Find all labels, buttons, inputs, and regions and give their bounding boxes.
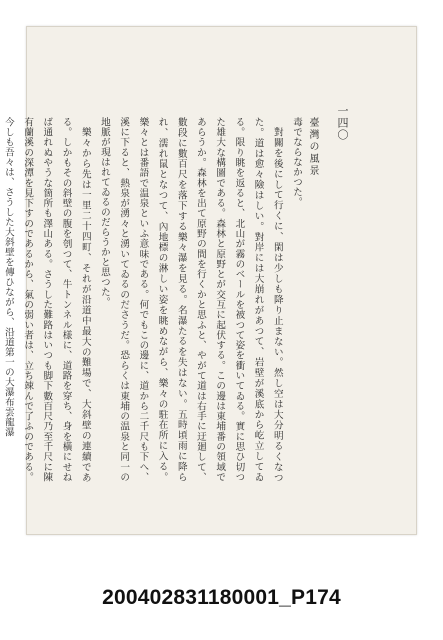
- book-page: [2, 26, 417, 535]
- paragraph: 對關を後にして行くに、閑は少しも降り止まない。然し空は大分明るくなつた。道は愈々險はしい。對岸には大崩れがあつて、岩壁が溪底から屹立してゐる。限り眺を返ると、北山が霧のベールを被つて姿を衝いてゐる。實に思ひ切つた雄大な構圖である。森林と原野とが交互に起伏する。この邊は東埔番の領域であらうか。森林を出て原野の間を行くかと思ふと、やがて道は右手に迂廻して、數段に數百尺を落下する樂々瀑を見る。名瀑たるを失はない。五時頃雨に降られ、濡れ鼠となつて、內地標の淋しい姿を眺めながら、樂々の駐在所に入る。樂々とは番語で温泉といふ意味である。何でもこの邊に、道から二千尺も下へ、溪に下ると、熱泉が湧々と湧いてゐるのださうだ。恐らくは東埔の温泉と同一の地脈が現はれてゐるのだらうかと思つた。: [98, 117, 283, 482]
- running-head: 臺灣の風景: [307, 117, 318, 177]
- image-id-caption: 200402831180001_P174: [102, 586, 341, 609]
- paragraph: 樂々から先は一里二十四町、それが沿道中最大の難場で、大斜壁の連續である。しかもその斜壁の腹を刳つて、牛トンネル様に、道路を穿ち、身を橫にせねば通れぬやうな箇所も澤山ある。さうした難路はいつも脚下數百尺乃至千尺に陳有蘭溪の深潭を見下すのであるから、氣の弱い者は、立ち竦んで了ふのである。今しも吾々は、さうした大斜壁を傳ひながら、沿道第一の大瀑布雲龍瀑: [2, 117, 91, 482]
- page-number: 一四〇: [336, 105, 349, 141]
- body-text: [0, 117, 306, 482]
- paragraph: 毒でならなかつた。: [291, 117, 302, 207]
